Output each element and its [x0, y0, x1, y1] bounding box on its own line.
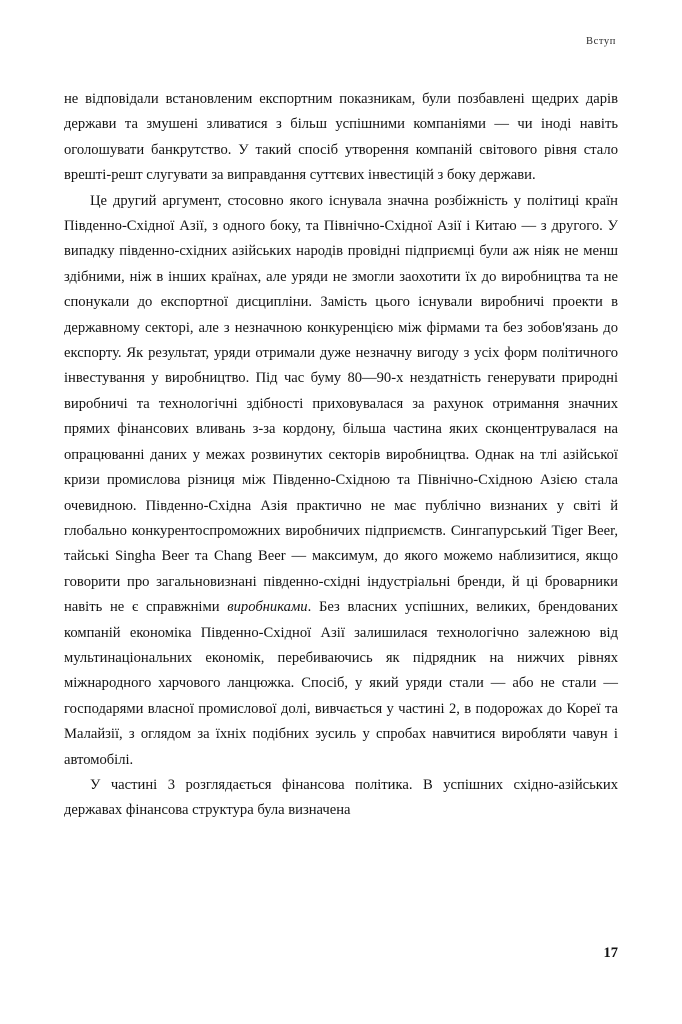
paragraph-1: не відповідали встановленим експортним показникам, були позбавлені щедрих дарів держави та змушені зливатися з більш успішними компаніями — чи іноді навіть оголошувати банкрутство. У такий спосіб утворення компаній світового рівня стало врешті-решт слугувати за виправдання суттєвих інвестицій з боку держави. — [64, 91, 618, 184]
body-text — [64, 87, 618, 824]
paragraph-2 — [64, 189, 618, 773]
page-number: 17 — [603, 945, 618, 961]
paragraph-2-emphasis: виробниками — [227, 599, 308, 616]
paragraph-3: У частині 3 розглядається фінансова політика. В успішних східно-азійських державах фінансова структура була визначена — [64, 776, 618, 819]
running-head: Вступ — [586, 36, 616, 47]
paragraph-2-part-1: Це другий аргумент, стосовно якого існувала значна розбіжність у політиці країн Південно-Східної Азії, з одного боку, та Північно-Східної Азії і Китаю — з другого. У випадку південно-східних азійських народів провідні підприємці були аж ніяк не менш здібними, ніж в інших країнах, але уряди не змогли заохотити їх до виробництва та не спонукали до експортної дисципліни. Замість цього існували виробничі проекти в державному секторі, але з незначною конкуренцією між фірмами та без зобов'язань до експорту. Як результат, уряди отримали дуже незначну вигоду з усіх форм політичного інвестування у виробництво. Під час буму 80—90-х нездатність генерувати природні виробничі та технологічні здібності приховувалася за рахунок отримання значних прямих фінансових вливань з-за кордону, більша частина яких сконцентрувалася на опрацюванні даних у межах розвинутих секторів виробництва. Однак на тлі азійської кризи промислова різниця між Південно-Східною та Північно-Східною Азією стала очевидною. Південно-Східна Азія практично не має публічно визнаних у світі й глобально конкурентоспроможних виробничих підприємств. Сингапурський Tiger Beer, тайські Singha Beer та Chang Beer — максимум, до якого можемо наблизитися, якщо говорити про загальновизнані південно-східні індустріальні бренди, й ці броварники навіть не є справжніми — [64, 192, 618, 616]
paragraph-2-part-2: . Без власних успішних, великих, брендованих компаній економіка Південно-Східної Азії залишилася технологічно залежною від мультинаціональних економік, перебиваючись як підрядник на нижчих рівнях міжнародного харчового ланцюжка. Спосіб, у який уряди стали — або не стали — господарями власної промислової долі, вивчається у частині 2, в подорожах до Кореї та Малайзії, з оглядом за їхніх подібних зусиль у спробах навчитися виробляти чавун і автомобілі. — [64, 599, 619, 768]
